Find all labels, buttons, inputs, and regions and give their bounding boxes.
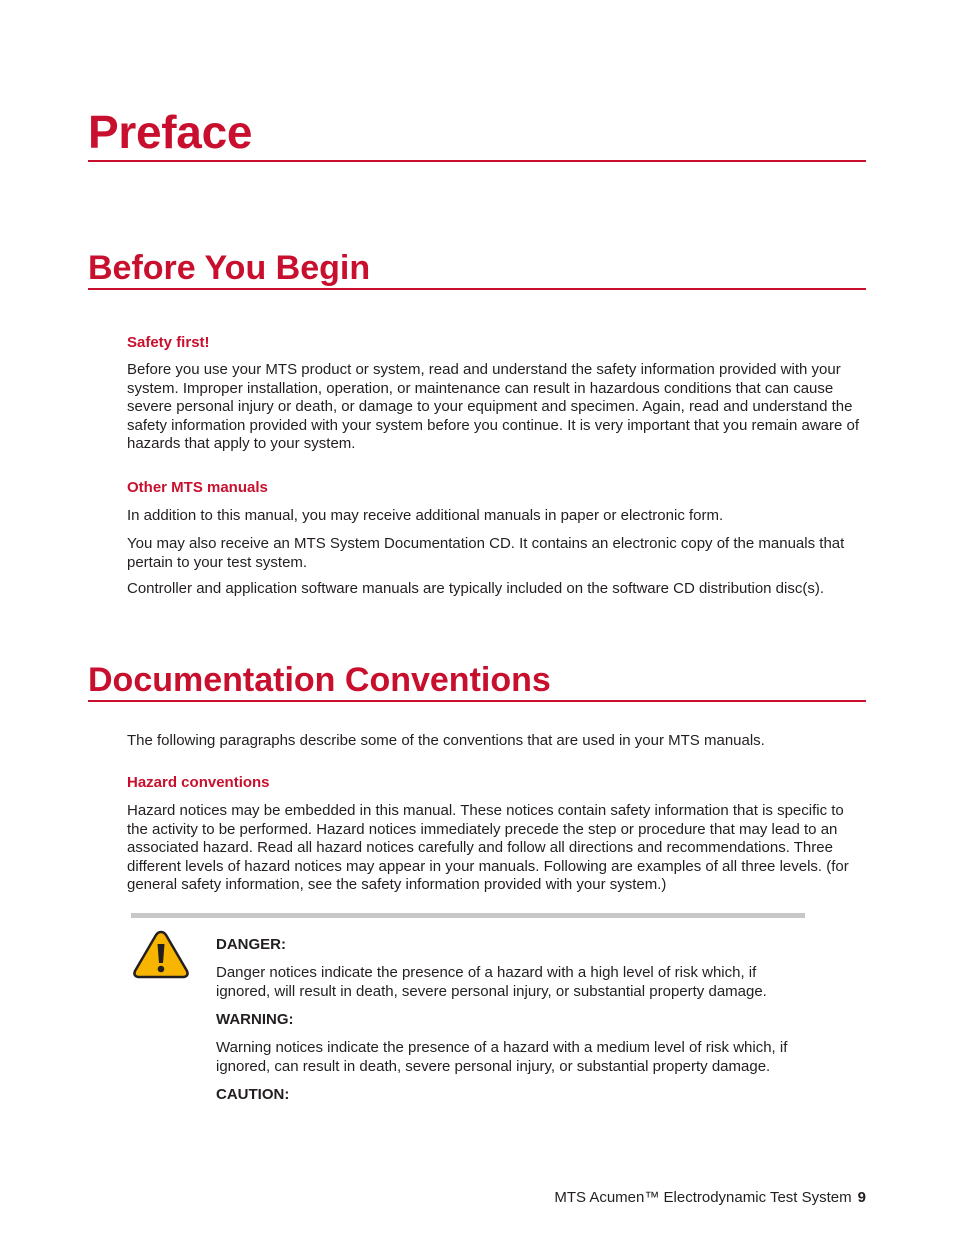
subsection-heading-other-manuals: Other MTS manuals <box>127 479 268 496</box>
section-heading-before-you-begin: Before You Begin <box>88 248 866 290</box>
warning-text: Warning notices indicate the presence of a hazard with a medium level of risk which, if ignored, can result in death, severe personal injury, or substantial property damage. <box>216 1039 788 1075</box>
hazard-divider-bar <box>131 913 805 918</box>
section-heading-documentation-conventions: Documentation Conventions <box>88 660 866 702</box>
safety-paragraph: Before you use your MTS product or system, read and understand the safety information provided with your system. Improper installation, operation, or maintenance can result in hazardous conditions that can cause severe personal injury or death, or damage to your equipment and specimen. Again, read and understand the safety information provided with your system before you continue. It is very important that you remain aware of hazards that apply to your system. <box>127 361 860 453</box>
caution-label: CAUTION: <box>216 1086 290 1103</box>
page-footer <box>554 1189 866 1207</box>
warning-label: WARNING: <box>216 1011 294 1028</box>
other-manuals-paragraph-2: You may also receive an MTS System Documentation CD. It contains an electronic copy of the manuals that pertain to your test system. <box>127 535 845 571</box>
other-manuals-paragraph-3: Controller and application software manuals are typically included on the software CD distribution disc(s). <box>127 580 825 597</box>
hazard-conventions-paragraph: Hazard notices may be embedded in this manual. These notices contain safety information that is specific to the activity to be performed. Hazard notices immediately precede the step or procedure that may lead to an associated hazard. Read all hazard notices carefully and follow all directions and recommendations. Three different levels of hazard notices may appear in your manuals. Following are examples of all three levels. (for general safety information, see the safety information provided with your system.) <box>127 802 849 894</box>
page-title: Preface <box>88 104 866 162</box>
danger-text: Danger notices indicate the presence of a hazard with a high level of risk which, if ignored, will result in death, severe personal injury, or substantial property damage. <box>216 964 767 1000</box>
footer-doc-title: MTS Acumen™ Electrodynamic Test System <box>554 1189 852 1206</box>
subsection-heading-safety-first: Safety first! <box>127 334 210 351</box>
other-manuals-paragraph-1: In addition to this manual, you may receive additional manuals in paper or electronic form. <box>127 507 724 524</box>
warning-triangle-icon <box>132 929 190 981</box>
page-number: 9 <box>857 1189 866 1206</box>
subsection-heading-hazard-conventions: Hazard conventions <box>127 774 270 791</box>
danger-label: DANGER: <box>216 936 286 953</box>
conventions-intro: The following paragraphs describe some of the conventions that are used in your MTS manuals. <box>127 732 765 749</box>
